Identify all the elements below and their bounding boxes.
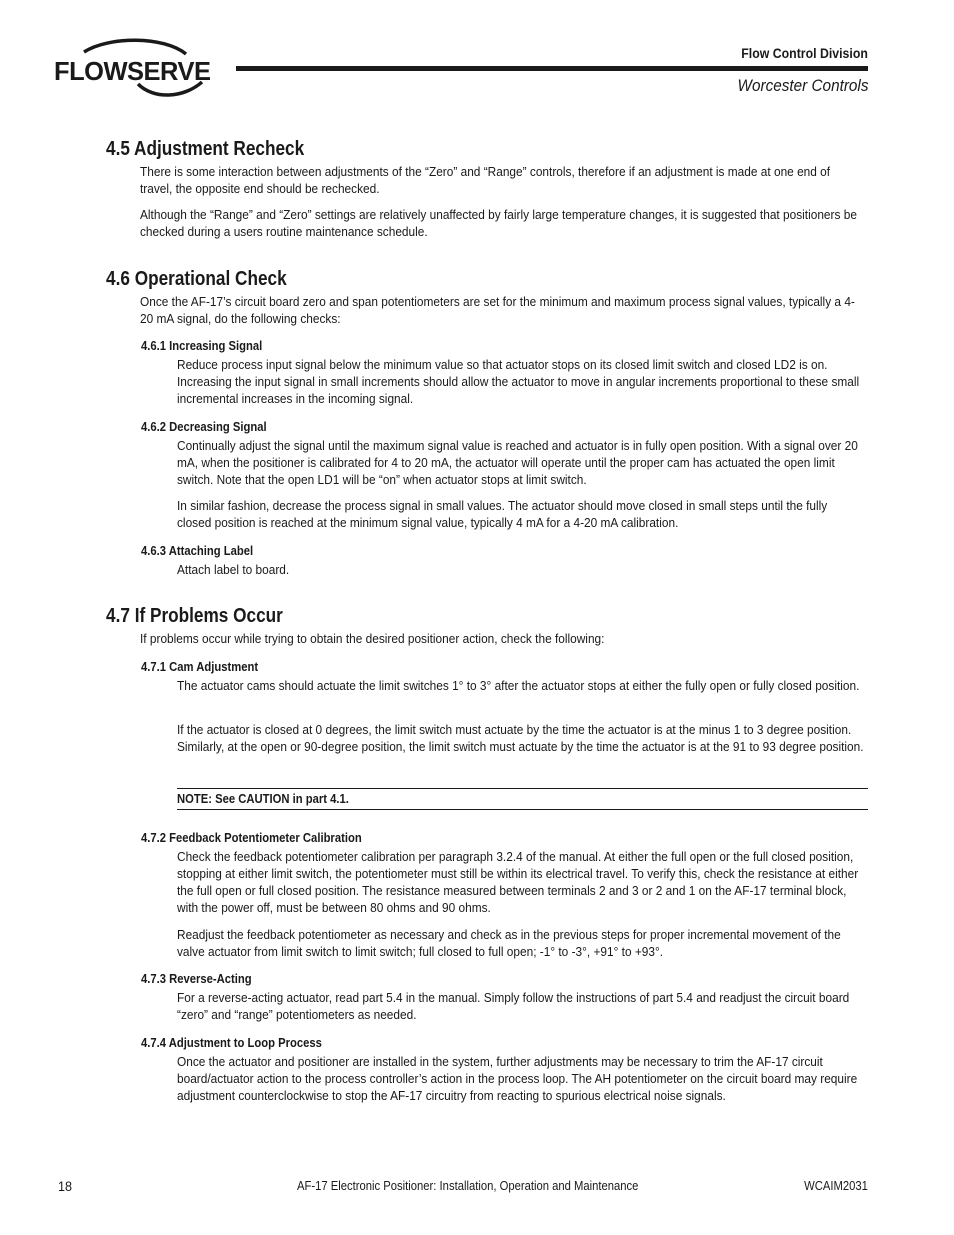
- paragraph: Continually adjust the signal until the maximum signal value is reached and actuator is in fully open position. With a signal over 20 mA, when the positioner is calibrated for 4 to 20 mA, the actuator will operate until the proper cam has actuated the open limit switch. Note that the open LD1 will be “on” when actuator stops at limit switch.: [177, 438, 858, 487]
- paragraph: Readjust the feedback potentiometer as necessary and check as in the previous steps for proper incremental movement of the valve actuator from limit switch to limit switch; full closed to full open; -1° to -3°, +91° to +93°.: [177, 927, 841, 959]
- subsection-heading-4-6-3: 4.6.3 Attaching Label: [141, 544, 254, 558]
- subsection-heading-4-7-2: 4.7.2 Feedback Potentiometer Calibration: [141, 831, 362, 845]
- paragraph: The actuator cams should actuate the limit switches 1° to 3° after the actuator stops at either the fully open or fully closed position.: [177, 678, 860, 693]
- paragraph: Reduce process input signal below the minimum value so that actuator stops on its closed limit switch and closed LD2 is on. Increasing the input signal in small increments should allow the actuator to move in angular increments proportional to these small incremental increases in the incoming signal.: [177, 357, 860, 406]
- footer-doc-code: WCAIM2031: [804, 1179, 868, 1193]
- paragraph: Once the AF-17’s circuit board zero and span potentiometers are set for the minimum and maximum process signal values, typically a 4-20 mA signal, do the following checks:: [140, 294, 855, 326]
- subsection-heading-4-7-4: 4.7.4 Adjustment to Loop Process: [141, 1036, 322, 1050]
- note-bottom-rule: [177, 809, 868, 810]
- subsection-heading-4-7-1: 4.7.1 Cam Adjustment: [141, 660, 259, 674]
- paragraph: For a reverse-acting actuator, read part 5.4 in the manual. Simply follow the instructions of part 5.4 and readjust the circuit board “zero” and “range” potentiometers as needed.: [177, 990, 850, 1022]
- section-heading-4-6: 4.6 Operational Check: [106, 268, 287, 290]
- paragraph: If the actuator is closed at 0 degrees, the limit switch must actuate by the time the actuator is at the minus 1 to 3 degree position. Similarly, at the open or 90-degree position, the limit switch must actuate by the time the actuator is at the 91 to 93 degree position.: [177, 722, 864, 754]
- section-heading-4-5: 4.5 Adjustment Recheck: [106, 138, 305, 160]
- brand-label: Worcester Controls: [737, 76, 868, 95]
- paragraph: Once the actuator and positioner are installed in the system, further adjustments may be necessary to trim the AF-17 circuit board/actuator action to the process controller’s action in the process loop. The AH potentiometer on the circuit board may require adjustment counterclockwise to stop the AF-17 circuitry from reacting to spurious electrical noise signals.: [177, 1054, 858, 1103]
- note-top-rule: [177, 788, 868, 789]
- subsection-heading-4-6-2: 4.6.2 Decreasing Signal: [141, 420, 267, 434]
- paragraph: If problems occur while trying to obtain the desired positioner action, check the following:: [140, 631, 605, 646]
- caution-note: NOTE: See CAUTION in part 4.1.: [177, 792, 349, 806]
- division-label: Flow Control Division: [741, 45, 868, 61]
- paragraph: There is some interaction between adjustments of the “Zero” and “Range” controls, therefore if an adjustment is made at one end of travel, the opposite end should be rechecked.: [140, 164, 831, 196]
- paragraph: In similar fashion, decrease the process signal in small values. The actuator should move closed in small steps until the fully closed position is reached at the minimum signal value, typically 4 mA for a 4-20 mA calibration.: [177, 498, 828, 530]
- paragraph: Attach label to board.: [177, 562, 290, 577]
- subsection-heading-4-7-3: 4.7.3 Reverse-Acting: [141, 972, 252, 986]
- flowserve-logo: [54, 38, 214, 100]
- paragraph: Although the “Range” and “Zero” settings are relatively unaffected by fairly large temperature changes, it is suggested that positioners be checked during a users routine maintenance schedule.: [140, 207, 857, 239]
- logo-text: FLOWSERVE: [54, 56, 211, 86]
- page-number: 18: [58, 1178, 73, 1194]
- subsection-heading-4-6-1: 4.6.1 Increasing Signal: [141, 339, 263, 353]
- header-rule: [236, 66, 868, 71]
- paragraph: Check the feedback potentiometer calibration per paragraph 3.2.4 of the manual. At either the full open or the full closed position, stopping at either limit switch, the potentiometer must still be within its electrical travel. To verify this, check the resistance at either the full open or full closed position. The resistance measured between terminals 2 and 3 or 2 and 1 on the AF-17 terminal block, with the power off, must be between 80 ohms and 90 ohms.: [177, 849, 859, 915]
- section-heading-4-7: 4.7 If Problems Occur: [106, 605, 283, 627]
- footer-doc-title: AF-17 Electronic Positioner: Installation, Operation and Maintenance: [297, 1179, 639, 1193]
